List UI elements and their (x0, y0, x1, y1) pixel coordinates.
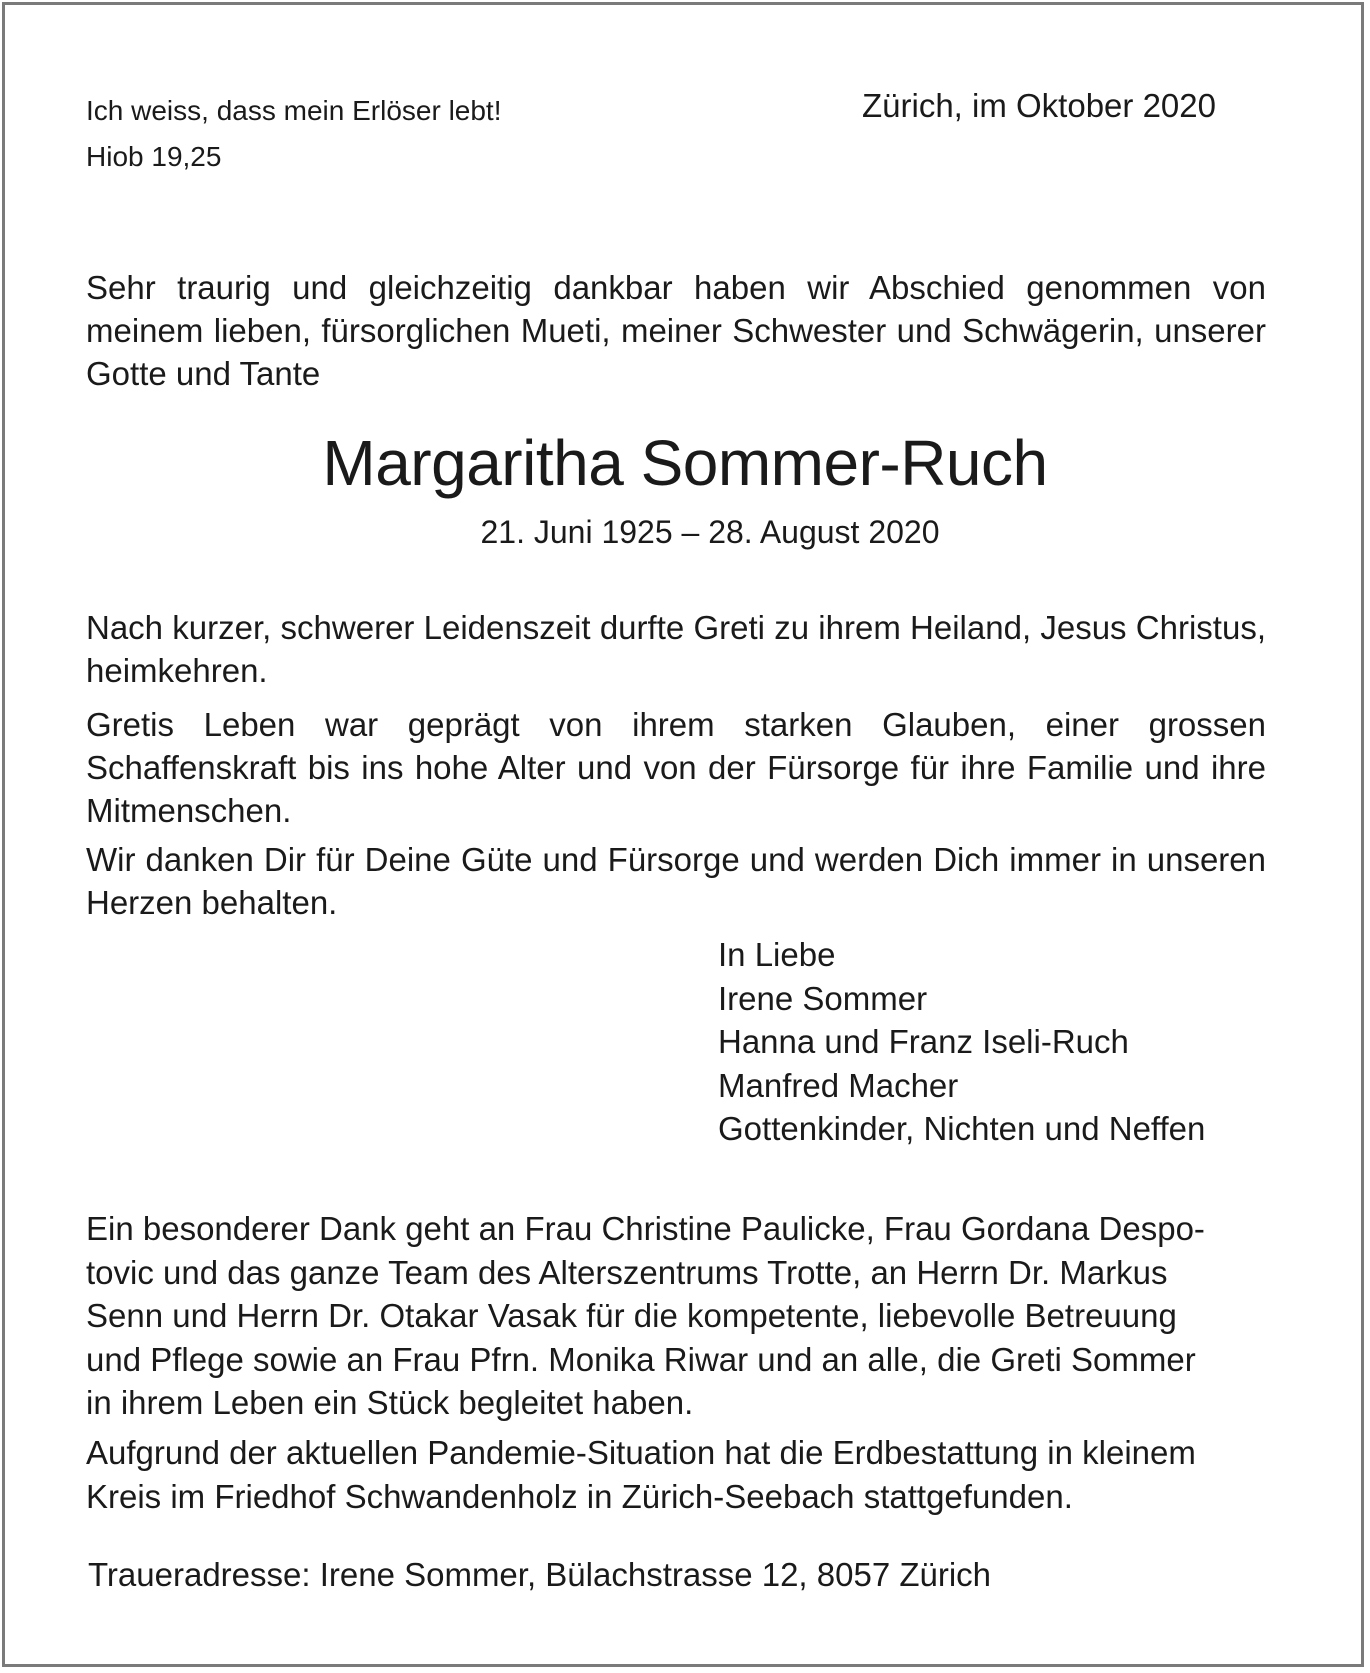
paragraph-passing: Nach kurzer, schwerer Leidenszeit durfte Greti zu ihrem Heiland, Jesus Christus, heimkehren. (86, 609, 1266, 689)
thanks-line: tovic und das ganze Team des Alterszentrums Trotte, an Herrn Dr. Markus (86, 1253, 1168, 1291)
burial-line: Aufgrund der aktuellen Pandemie-Situation hat die Erdbestattung in kleinem (86, 1434, 1196, 1471)
paragraph-life: Gretis Leben war geprägt von ihrem starken Glauben, einer grossen Schaffenskraft bis ins hohe Alter und von der Fürsorge für ihre Familie und ihre Mitmenschen. (86, 706, 1266, 829)
signature-block (718, 933, 1205, 1151)
paragraph-gratitude: Wir danken Dir für Deine Güte und Fürsorge und werden Dich immer in unseren Herzen behalten. (86, 841, 1266, 921)
signature-line: Hanna und Franz Iseli-Ruch (718, 1023, 1129, 1060)
thanks-paragraph (86, 1207, 1291, 1425)
bible-quote (86, 88, 502, 180)
signature-line: In Liebe (718, 936, 836, 973)
life-dates: 21. Juni 1925 – 28. August 2020 (480, 514, 940, 550)
mourning-address: Traueradresse: Irene Sommer, Bülachstrasse 12, 8057 Zürich (88, 1556, 992, 1593)
quote-text: Ich weiss, dass mein Erlöser lebt! (86, 95, 502, 126)
place-date: Zürich, im Oktober 2020 (862, 87, 1216, 124)
thanks-line: Ein besonderer Dank geht an Frau Christine Paulicke, Frau Gordana Despo- (86, 1210, 1205, 1247)
thanks-line: und Pflege sowie an Frau Pfrn. Monika Riwar und an alle, die Greti Sommer (86, 1340, 1196, 1378)
quote-reference: Hiob 19,25 (86, 141, 222, 172)
thanks-line: in ihrem Leben ein Stück begleitet haben. (86, 1384, 694, 1421)
burial-notice (86, 1431, 1336, 1518)
intro-paragraph: Sehr traurig und gleichzeitig dankbar haben wir Abschied genommen von meinem lieben, fürsorglichen Mueti, meiner Schwester und Schwägerin, unserer Gotte und Tante (86, 269, 1266, 392)
burial-line: Kreis im Friedhof Schwandenholz in Zürich-Seebach stattgefunden. (86, 1477, 1073, 1515)
thanks-line: Senn und Herrn Dr. Otakar Vasak für die kompetente, liebevolle Betreuung (86, 1297, 1177, 1334)
signature-line: Gottenkinder, Nichten und Neffen (718, 1110, 1206, 1147)
signature-line: Manfred Macher (718, 1066, 959, 1104)
signature-line: Irene Sommer (718, 979, 928, 1017)
deceased-name: Margaritha Sommer-Ruch (322, 427, 1048, 499)
